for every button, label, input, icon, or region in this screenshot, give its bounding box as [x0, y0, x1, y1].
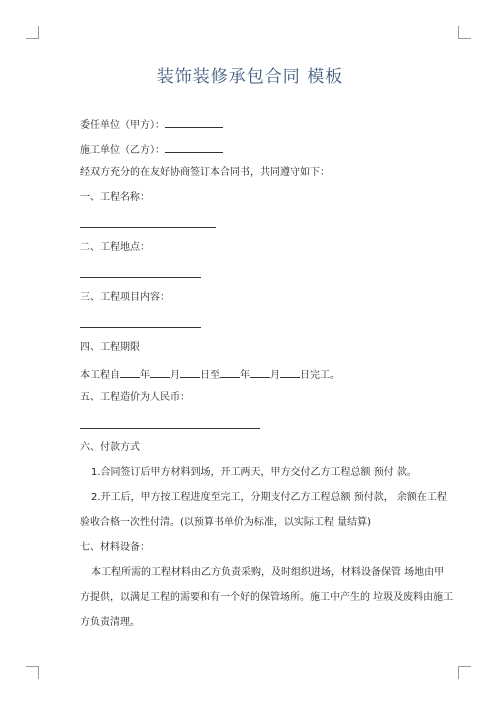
project-name-blank — [80, 227, 216, 228]
client-label: 委任单位（甲方）： — [80, 120, 165, 131]
contractor-label: 施工单位（乙方）： — [80, 145, 165, 156]
period-month2-label: 月 — [270, 370, 280, 381]
section-2-heading: 二、工程地点： — [80, 242, 150, 253]
section-7-heading: 七、材料设备： — [80, 542, 150, 553]
period-line — [80, 366, 340, 383]
payment-clause-2-line-1: 2.开工后，甲方按工程进度至完工，分期支付乙方工程总额 预付款， 余额在工程 — [91, 492, 447, 503]
period-year2-label: 年 — [240, 370, 250, 381]
period-from-label: 本工程自 — [80, 370, 120, 381]
crop-mark-bottom-right — [458, 666, 471, 679]
project-location-blank — [80, 277, 201, 278]
section-6-heading: 六、付款方式 — [80, 442, 140, 453]
start-day-blank — [180, 366, 200, 378]
start-year-blank — [120, 366, 140, 378]
period-done-label: 日完工。 — [300, 370, 340, 381]
end-month-blank — [250, 366, 270, 378]
contractor-blank — [165, 141, 223, 153]
end-day-blank — [280, 366, 300, 378]
crop-mark-top-left — [26, 26, 39, 39]
section-4-heading: 四、工程期限 — [80, 342, 140, 353]
contract-price-blank — [80, 428, 260, 429]
materials-line-3: 方负责清理。 — [80, 617, 140, 628]
period-to-label: 日至 — [200, 370, 220, 381]
end-year-blank — [220, 366, 240, 378]
project-content-blank — [80, 327, 201, 328]
document-title: 装饰装修承包合同 模板 — [156, 67, 344, 87]
payment-clause-1: 1.合同签订后甲方材料到场，开工两天，甲方交付乙方工程总额 预付 款。 — [91, 467, 417, 478]
period-month-label: 月 — [170, 370, 180, 381]
crop-mark-bottom-left — [26, 666, 39, 679]
client-line — [80, 116, 223, 133]
start-month-blank — [150, 366, 170, 378]
preamble: 经双方充分的在友好协商签订本合同书，共同遵守如下： — [80, 167, 330, 178]
section-1-heading: 一、工程名称： — [80, 192, 150, 203]
materials-line-1: 本工程所需的工程材料由乙方负责采购，及时组织进场，材料设备保管 场地由甲 — [91, 567, 445, 578]
section-3-heading: 三、工程项目内容： — [80, 292, 170, 303]
period-year-label: 年 — [140, 370, 150, 381]
section-5-heading: 五、工程造价为人民币： — [80, 392, 190, 403]
client-blank — [165, 116, 223, 128]
crop-mark-top-right — [458, 26, 471, 39]
materials-line-2: 方提供，以满足工程的需要和有一个好的保管场所。施工中产生的 垃圾及废料由施工 — [80, 592, 454, 603]
contractor-line — [80, 141, 223, 158]
payment-clause-2-line-2: 验收合格一次性付清。(以预算书单价为标准，以实际工程 量结算) — [80, 517, 371, 528]
